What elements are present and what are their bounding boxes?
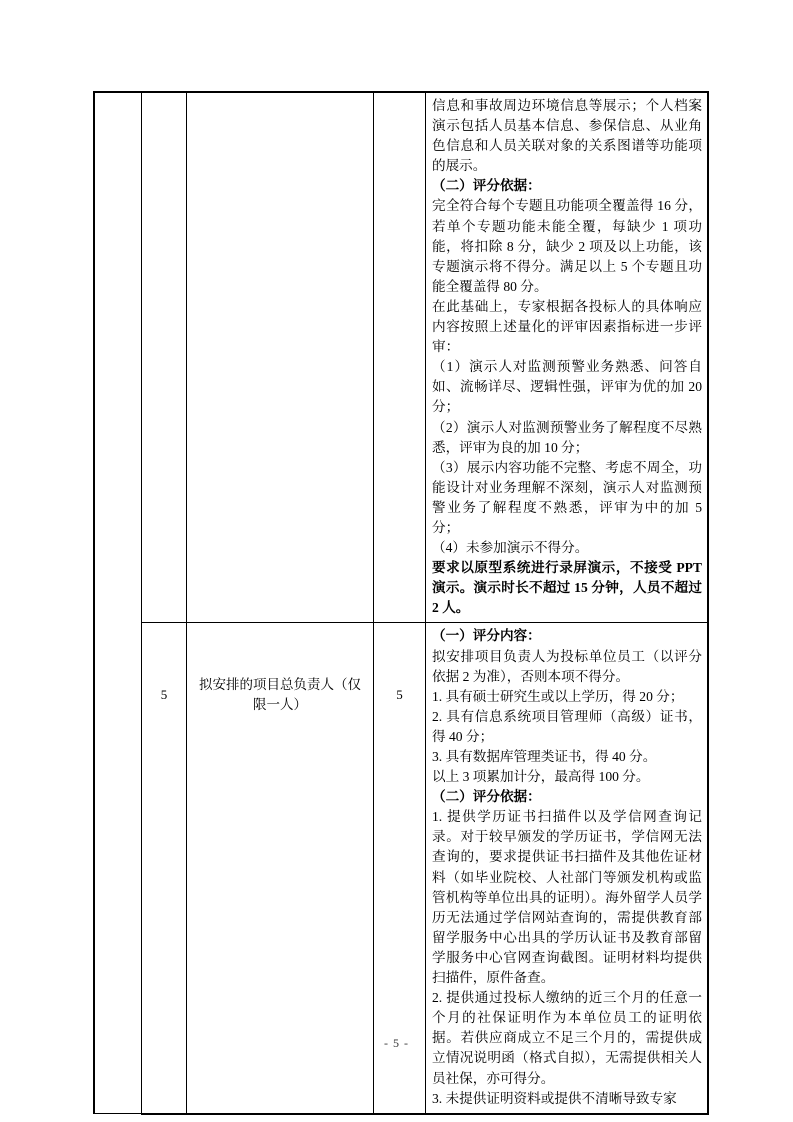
- criteria-name-cell: [187, 92, 374, 623]
- criteria-paragraph: 完全符合每个专题且功能项全覆盖得 16 分，若单个专题功能未能全覆，每缺少 1 项功能，将扣除 8 分，缺少 2 项及以上功能，该专题演示将不得分。满足以上 5 个专题且功能全覆盖得 80 分。: [432, 198, 702, 294]
- criteria-paragraph: 3. 具有数据库管理类证书，得 40 分。: [432, 749, 657, 764]
- criteria-paragraph: 2. 具有信息系统项目管理师（高级）证书，得 40 分；: [432, 708, 702, 744]
- criteria-paragraph: 在此基础上，专家根据各投标人的具体响应内容按照上述量化的评审因素指标进一步评审：: [432, 298, 702, 355]
- criteria-paragraph: （二）评分依据：: [432, 178, 541, 194]
- criteria-paragraph: 2. 提供通过投标人缴纳的近三个月的任意一个月的社保证明作为本单位员工的证明依据。若供应商成立不足三个月的，需提供成立情况说明函（格式自拟），无需提供相关人员社保，亦可得分。: [432, 990, 702, 1086]
- table-row: [94, 92, 708, 623]
- row-number-cell: [142, 92, 187, 623]
- criteria-paragraph: 1. 提供学历证书扫描件以及学信网查询记录。对于较早颁发的学历证书，学信网无法查询的，要求提供证书扫描件及其他佐证材料（如毕业院校、人社部门等颁发机构或监管机构等单位出具的证明）。海外留学人员学历无法通过学信网站查询的，需提供教育部留学服务中心出具的学历认证书及教育部留学服务中心官网查询截图。证明材料均提供扫描件，原件备查。: [432, 809, 702, 986]
- criteria-paragraph: 1. 具有硕士研究生或以上学历，得 20 分；: [432, 688, 684, 704]
- criteria-paragraph: （2）演示人对监测预警业务了解程度不尽熟悉，评审为良的加 10 分；: [432, 419, 702, 455]
- criteria-paragraph: 3. 未提供证明资料或提供不清晰导致专家: [432, 1090, 677, 1106]
- criteria-paragraph: （二）评分依据：: [432, 789, 541, 805]
- criteria-name-value: [187, 93, 373, 145]
- criteria-paragraph: （一）评分内容：: [432, 628, 541, 644]
- criteria-name-value: 拟安排的项目总负责人（仅限一人）: [199, 677, 361, 713]
- scoring-criteria-table: [93, 91, 709, 1115]
- criteria-paragraph: 以上 3 项累加计分，最高得 100 分。: [432, 769, 650, 785]
- score-value: [374, 93, 425, 155]
- continuation-cell: [94, 92, 142, 1114]
- score-value: 5: [396, 687, 403, 703]
- criteria-paragraph: 要求以原型系统进行录屏演示，不接受 PPT 演示。演示时长不超过 15 分钟，人员不超过 2 人。: [432, 560, 702, 616]
- row-number-value: 5: [160, 687, 168, 703]
- criteria-content-cell: [426, 92, 709, 623]
- criteria-paragraph: 信息和事故周边环境信息等展示；个人档案演示包括人员基本信息、参保信息、从业角色信息和人员关联对象的关系图谱等功能项的展示。: [432, 98, 702, 174]
- criteria-paragraph: 拟安排项目负责人为投标单位员工（以评分依据 2 为准），否则本项不得分。: [432, 648, 702, 684]
- criteria-content-body: [426, 93, 707, 622]
- row-number-value: [142, 93, 186, 155]
- page-number-footer: - 5 -: [384, 1036, 409, 1050]
- criteria-paragraph: （3）展示内容功能不完整、考虑不周全，功能设计对业务理解不深刻，演示人对监测预警业务了解程度不熟悉，评审为中的加 5 分；: [432, 459, 702, 535]
- score-cell: [374, 92, 426, 623]
- criteria-paragraph: （1）演示人对监测预警业务熟悉、问答自如、流畅详尽、逻辑性强，评审为优的加 20 分；: [432, 359, 702, 415]
- criteria-paragraph: （4）未参加演示不得分。: [432, 540, 589, 556]
